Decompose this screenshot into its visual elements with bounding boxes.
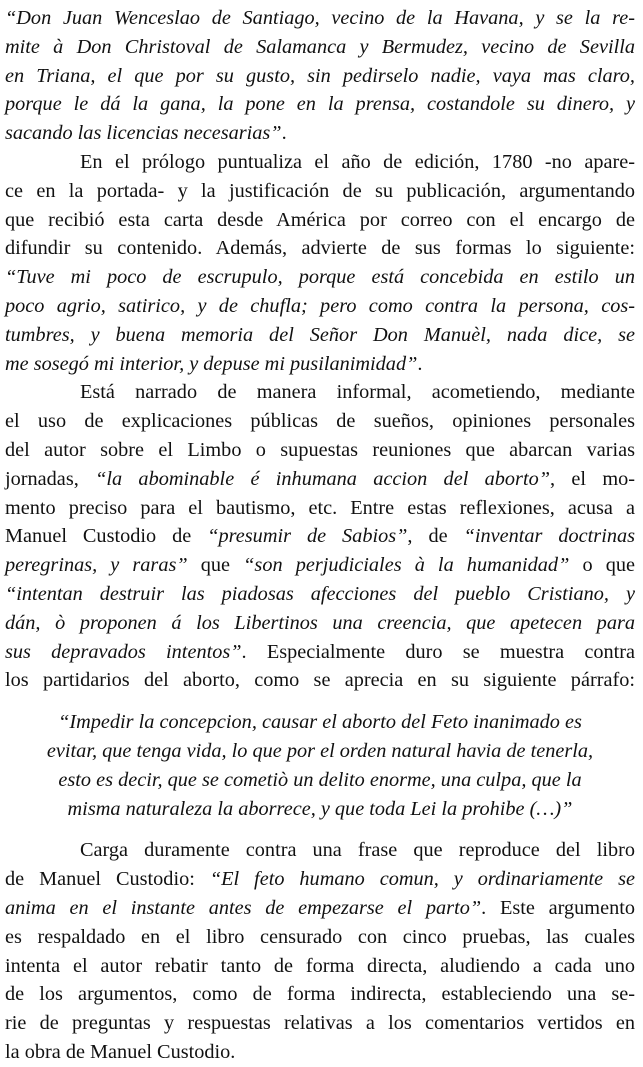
text-line: de Manuel Custodio: “El feto humano comun, y ordinariamente se: [5, 868, 635, 891]
text-line: en Triana, el que por su gusto, sin pedirselo nadie, vaya mas claro,: [5, 64, 635, 87]
text-line: “Tuve mi poco de escrupulo, porque está concebida en estilo un: [5, 266, 635, 289]
quote-line: misma naturaleza la aborrece, y que toda Lei la prohibe (…)”: [67, 797, 573, 820]
quote-line: esto es decir, que se cometiò un delito enorme, una culpa, que la: [58, 768, 582, 791]
text-line: dán, ò proponen á los Libertinos una creencia, que apetecen para: [5, 611, 635, 634]
quote-line: evitar, que tenga vida, lo que por el orden natural havia de tenerla,: [46, 739, 594, 762]
text-line: poco agrio, satirico, y de chufla; pero como contra la persona, cos-: [5, 294, 635, 317]
text-line: que recibió esta carta desde América por correo con el encargo de: [5, 208, 635, 231]
text-line: “intentan destruir las piadosas afecciones del pueblo Cristiano, y: [5, 582, 635, 605]
text-line: Está narrado de manera informal, acometiendo, mediante: [80, 381, 635, 404]
document-page: [5, 4, 635, 1067]
text-line: porque le dá la gana, la pone en la prensa, costandole su dinero, y: [5, 93, 635, 116]
text-line: intenta el autor rebatir tanto de forma directa, aludiendo a cada uno: [5, 954, 635, 977]
text-line: Manuel Custodio de “presumir de Sabios”, de “inventar doctrinas: [5, 525, 636, 548]
block-quote: [5, 708, 635, 823]
text-line: sacando las licencias necesarias”.: [5, 122, 287, 145]
paragraph-argument: [5, 836, 635, 1066]
quote-line: “Impedir la concepcion, causar el aborto del Feto inanimado es: [58, 711, 582, 734]
text-line: peregrinas, y raras” que “son perjudiciales à la humanidad” o que: [5, 554, 635, 577]
text-line: En el prólogo puntualiza el año de edición, 1780 -no apare-: [80, 150, 635, 173]
text-line: del autor sobre el Limbo o supuestas reuniones que abarcan varias: [5, 438, 635, 461]
text-line: anima en el instante antes de empezarse el parto”. Este argumento: [5, 896, 635, 919]
text-line: Carga duramente contra una frase que reproduce del libro: [80, 839, 635, 862]
paragraph-narration: [5, 378, 635, 695]
text-line: mite à Don Christoval de Salamanca y Bermudez, vecino de Sevilla: [5, 35, 635, 58]
text-line: sus depravados intentos”. Especialmente duro se muestra contra: [5, 640, 636, 663]
text-line: tumbres, y buena memoria del Señor Don Manuèl, nada dice, se: [5, 323, 635, 346]
text-line: ce en la portada- y la justificación de su publicación, argumentando: [5, 179, 635, 202]
text-line: de los argumentos, como de forma indirecta, estableciendo una se-: [5, 983, 635, 1006]
text-line: difundir su contenido. Además, advierte de sus formas lo siguiente:: [5, 237, 635, 260]
text-line: rie de preguntas y respuestas relativas a los comentarios vertidos en: [5, 1012, 635, 1035]
paragraph-letter-title: [5, 4, 635, 148]
paragraph-prologue: [5, 148, 635, 378]
text-line: mento preciso para el bautismo, etc. Entre estas reflexiones, acusa a: [5, 496, 635, 519]
text-line: la obra de Manuel Custodio.: [5, 1040, 236, 1063]
text-line: “Don Juan Wenceslao de Santiago, vecino de la Havana, y se la re-: [5, 7, 635, 29]
text-line: me sosegó mi interior, y depuse mi pusilanimidad”.: [5, 352, 423, 375]
text-line: los partidarios del aborto, como se aprecia en su siguiente párrafo:: [5, 669, 635, 692]
text-line: jornadas, “la abominable é inhumana accion del aborto”, el mo-: [5, 467, 635, 490]
text-line: el uso de explicaciones públicas de sueños, opiniones personales: [5, 410, 635, 433]
text-line: es respaldado en el libro censurado con cinco pruebas, las cuales: [5, 925, 635, 948]
